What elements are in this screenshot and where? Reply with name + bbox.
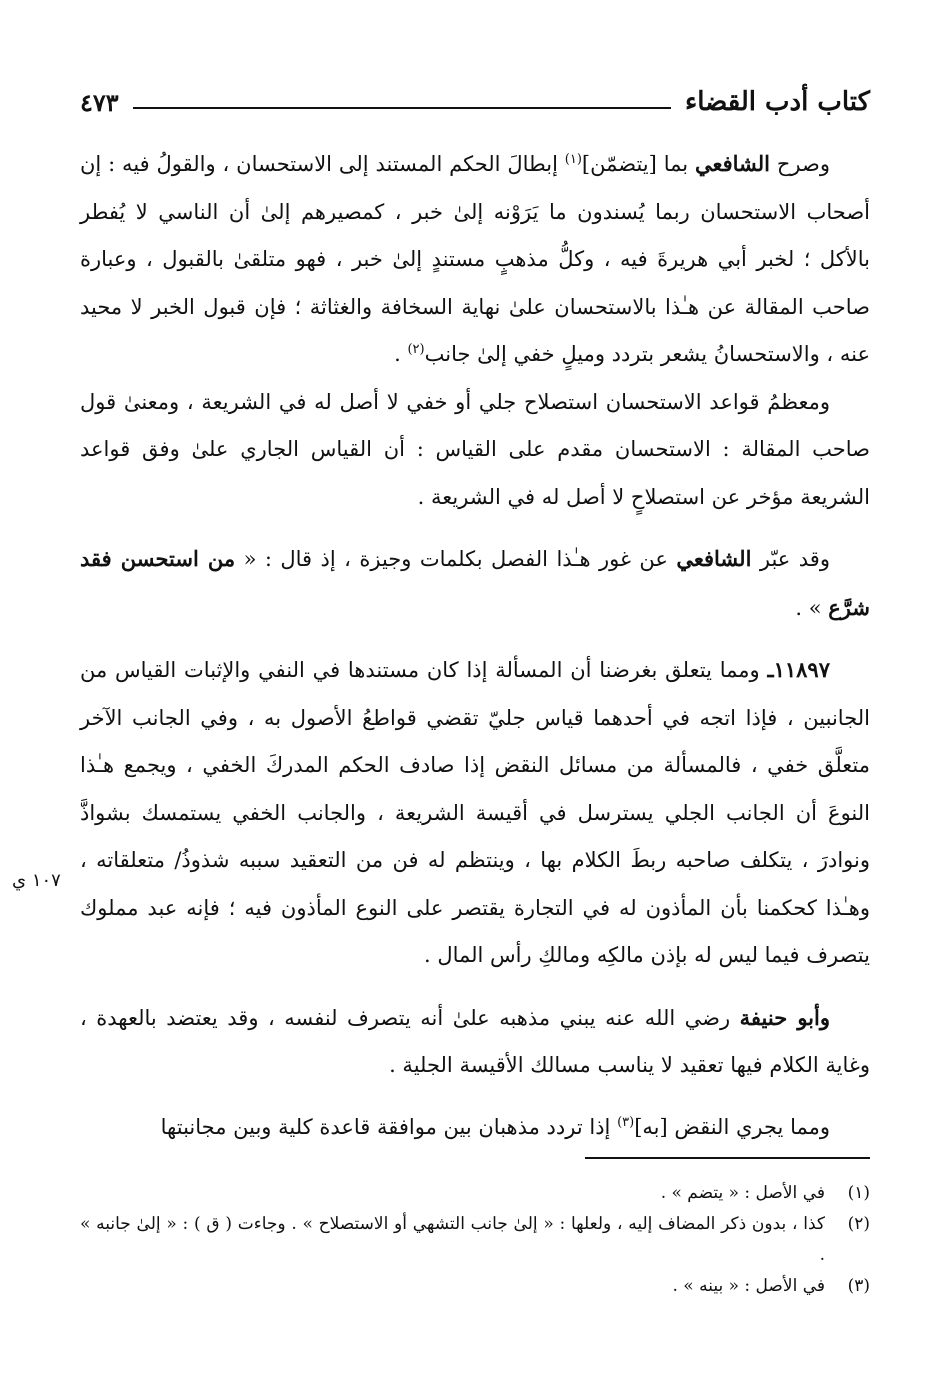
footnote-1 [80, 1178, 870, 1209]
text-run: ومما يجري النقض [به] [634, 1114, 830, 1139]
footnote-text: في الأصل : « بينه » . [672, 1276, 825, 1296]
name-abu-hanifa: وأبو حنيفة [739, 1004, 830, 1030]
name-shafii: الشافعي [694, 151, 770, 176]
paragraph-2: ومعظمُ قواعد الاستحسان استصلاح جلي أو خفي لا أصل له في الشريعة ، ومعنىٰ قول صاحب المقالة : الاستحسان مقدم على القياس : أن القياس الجاري علىٰ وفق قواعد الشريعة مؤخر عن استصلاحٍ لا أصل له في الشريعة . [80, 389, 870, 509]
text-run: وصرح [776, 152, 830, 176]
footnote-3 [80, 1271, 870, 1302]
footnote-ref-3: (٣) [617, 1114, 635, 1130]
paragraph-1 [80, 140, 870, 379]
text-run: » . [795, 595, 822, 620]
text-run: وقد عبّر [759, 547, 830, 571]
footnotes [80, 1178, 870, 1302]
book-title: كتاب أدب القضاء [685, 87, 870, 117]
paragraph-number: ١١٨٩٧ـ [767, 657, 830, 682]
paragraph-6 [80, 1104, 870, 1152]
running-header [80, 80, 870, 124]
page-number: ٤٧٣ [80, 87, 119, 117]
text-run: عن غور هـٰذا الفصل بكلمات وجيزة ، إذ قال : « [243, 547, 668, 571]
margin-manuscript-ref: ١٠٧ ي [12, 870, 61, 891]
text-run: ومما يتعلق بغرضنا أن المسألة إذا كان مستندها في النفي والإثبات القياس من الجانبين ، فإذا اتجه في أحدهما قياس جليّ تقضي قواطعُ الأصول به ، وفي الجانب الآخر متعلَّق خفي ، فالمسألة من مسائل النقض إذا صادف الحكم المدركَ الخفي ، ويجمع هـٰذا النوعَ أن الجانب الجلي يسترسل في أقيسة الشريعة ، والجانب الخفي يستمسك بشواذَّ ونوادرَ ، يتكلف صاحبه ربطَ الكلام بها ، وينتظم له فن من التعقيد سببه شذوذُ/ متعلقاته ، وهـٰذا كحكمنا بأن المأذون له في التجارة يقتصر على النوع المأذون فيه ؛ فإنه عبد مملوك يتصرف فيما ليس له بإذن مالكِه ومالكِ رأس المال . [80, 658, 870, 967]
paragraph-5 [80, 994, 870, 1090]
footnote-number: (١) [847, 1183, 870, 1203]
main-text [80, 140, 870, 1151]
text-run: رضي الله عنه يبني مذهبه علىٰ أنه يتصرف لنفسه ، وقد يعتضد بالعهدة ، وغاية الكلام فيها تعقيد لا يناسب مسالك الأقيسة الجلية . [80, 1005, 870, 1077]
footnote-separator [585, 1157, 870, 1159]
text-run: إبطالَ الحكم المستند إلى الاستحسان ، والقولُ فيه : إن أصحاب الاستحسان ربما يُسندون ما يَرَوْنه إلىٰ خبر ، كمصيرهم إلىٰ أن الناسي لا يُفطر بالأكل ؛ لخبر أبي هريرةَ فيه ، وكلُّ مذهبٍ مستندٍ إلىٰ خبر ، فهو متلقىٰ بالقبول ، وعبارة صاحب المقالة عن هـٰذا بالاستحسان علىٰ نهاية السخافة والغثاثة ؛ فإن قبول الخبر لا محيد عنه ، والاستحسانُ يشعر بتردد وميلٍ خفي إلىٰ جانب [80, 152, 871, 366]
footnote-ref-2: (٢) [407, 342, 425, 357]
header-rule [133, 107, 671, 109]
footnote-text: كذا ، بدون ذكر المضاف إليه ، ولعلها : « إلىٰ جانب التشهي أو الاستصلاح » . وجاءت ( ق ) : « إلىٰ جانبه » . [80, 1214, 825, 1265]
text-run: بما [يتضمّن] [581, 152, 689, 176]
footnote-ref-1: (١) [564, 152, 582, 167]
footnote-number: (٣) [847, 1276, 870, 1296]
footnote-number: (٢) [847, 1214, 870, 1234]
paragraph-3 [80, 535, 870, 632]
footnote-2 [80, 1209, 870, 1271]
text-run: إذا تردد مذهبان بين موافقة قاعدة كلية وبين مجانبتها [160, 1114, 618, 1139]
footnote-text: في الأصل : « يتضم » . [660, 1183, 825, 1203]
paragraph-4 [80, 646, 870, 980]
text-run: . [394, 342, 408, 366]
name-shafii: الشافعي [676, 546, 752, 571]
quote-bold: من استحسن فقد شرَّع [80, 546, 870, 620]
